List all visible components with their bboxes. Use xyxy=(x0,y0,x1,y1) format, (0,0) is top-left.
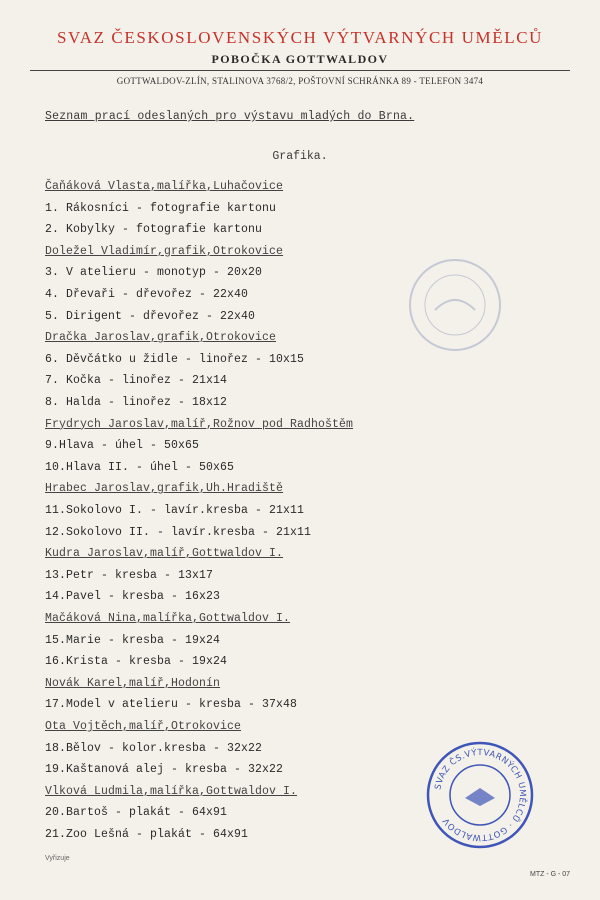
artist-heading: Čaňáková Vlasta,malířka,Luhačovice xyxy=(45,180,284,193)
artist-heading: Mačáková Nina,malířka,Gottwaldov I. xyxy=(45,612,291,625)
organization-address: GOTTWALDOV-ZLÍN, STALINOVA 3768/2, POŠTOVNÍ SCHRÁNKA 89 - TELEFON 3474 xyxy=(116,76,484,86)
work-entry: 18.Bělov - kolor.kresba - 32x22 xyxy=(45,741,263,755)
artist-heading: Doležel Vladimír,grafik,Otrokovice xyxy=(45,244,284,258)
work-entry: 7. Kočka - linořez - 21x14 xyxy=(45,374,228,388)
footer-form-code: MTZ - G - 07 xyxy=(530,871,571,878)
work-entry: 3. V atelieru - monotyp - 20x20 xyxy=(45,266,263,280)
work-entry: 15.Marie - kresba - 19x24 xyxy=(45,633,221,647)
work-entry: 11.Sokolovo I. - lavír.kresba - 21x11 xyxy=(45,504,305,517)
artist-heading: Dračka Jaroslav,grafik,Otrokovice xyxy=(45,331,277,345)
work-entry: 13.Petr - kresba - 13x17 xyxy=(45,568,214,582)
stamp-text: SVAZ ČS.VÝTVARNÝCH UMĚLCŮ · GOTTWALDOV xyxy=(433,747,528,843)
work-entry: 21.Zoo Lešná - plakát - 64x91 xyxy=(45,828,249,841)
work-entry: 5. Dirigent - dřevořez - 22x40 xyxy=(45,309,256,323)
work-entry: 19.Kaštanová alej - kresba - 32x22 xyxy=(45,763,284,777)
work-entry: 2. Kobylky - fotografie kartonu xyxy=(45,223,263,237)
work-entry: 16.Krista - kresba - 19x24 xyxy=(45,655,228,669)
work-entry: 9.Hlava - úhel - 50x65 xyxy=(45,439,200,453)
document-title: Seznam prací odeslaných pro výstavu mladých do Brna. xyxy=(45,110,415,123)
artist-heading: Kudra Jaroslav,malíř,Gottwaldov I. xyxy=(45,547,284,561)
artist-heading: Novák Karel,malíř,Hodonín xyxy=(45,676,221,690)
work-entry: 10.Hlava II. - úhel - 50x65 xyxy=(45,460,235,474)
artist-heading: Ota Vojtěch,malíř,Otrokovice xyxy=(45,720,242,733)
work-entry: 1. Rákosníci - fotografie kartonu xyxy=(45,201,277,215)
header-divider xyxy=(30,70,570,71)
organization-name: SVAZ ČESKOSLOVENSKÝCH VÝTVARNÝCH UMĚLCŮ xyxy=(56,28,544,47)
artist-heading: Frydrych Jaroslav,malíř,Rožnov pod Radhoštěm xyxy=(45,417,354,431)
artist-heading: Hrabec Jaroslav,grafik,Uh.Hradiště xyxy=(45,482,284,496)
artist-heading: Vlková Ludmila,malířka,Gottwaldov I. xyxy=(45,784,298,798)
work-entry: 8. Halda - linořez - 18x12 xyxy=(45,396,228,409)
work-entry: 12.Sokolovo II. - lavír.kresba - 21x11 xyxy=(45,525,312,539)
work-entry: 20.Bartoš - plakát - 64x91 xyxy=(45,806,228,820)
work-entry: 6. Děvčátko u židle - linořez - 10x15 xyxy=(45,352,305,366)
branch-name: POBOČKA GOTTWALDOV xyxy=(211,52,389,66)
faint-stamp-icon xyxy=(405,255,505,355)
work-entry: 4. Dřevaři - dřevořez - 22x40 xyxy=(45,288,249,301)
work-entry: 17.Model v atelieru - kresba - 37x48 xyxy=(45,698,298,712)
footer-handler-label: Vyřizuje xyxy=(45,855,70,862)
work-entry: 14.Pavel - kresba - 16x23 xyxy=(45,590,221,604)
section-title: Grafika. xyxy=(272,150,328,163)
official-stamp-icon xyxy=(425,740,535,850)
